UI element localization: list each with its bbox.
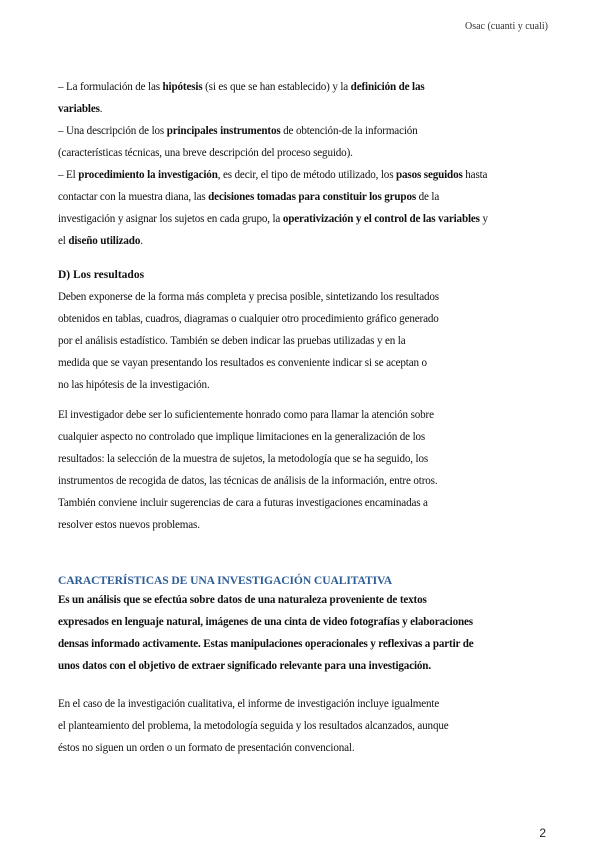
paragraph-line: medida que se vayan presentando los resultados es conveniente indicar si se aceptan o (58, 357, 427, 369)
text: – El (58, 169, 79, 181)
paragraph-line: por el análisis estadístico. También se deben indicar las pruebas utilizadas y en la (58, 335, 406, 347)
text: hasta (462, 169, 488, 181)
text: de la (416, 191, 440, 203)
paragraph-line: densas informado activamente. Estas manipulaciones operacionales y reflexivas a partir de (58, 638, 474, 650)
paragraph-line: También conviene incluir sugerencias de cara a futuras investigaciones encaminadas a (58, 497, 428, 509)
section-title-qualitative: CARACTERÍSTICAS DE UNA INVESTIGACIÓN CUALITATIVA (58, 574, 393, 587)
bold-term: procedimiento la investigación (78, 169, 218, 181)
qualitative-definition (58, 589, 546, 677)
bold-term: decisiones tomadas para constituir los grupos (208, 191, 417, 203)
paragraph-line: El investigador debe ser lo suficientemente honrado como para llamar la atención sobre (58, 409, 434, 421)
text: contactar con la muestra diana, las (58, 191, 209, 203)
bold-term: definición de las (350, 81, 425, 93)
paragraph-line: resultados: la selección de la muestra de sujetos, la metodología que se ha seguido, los (58, 453, 429, 465)
bold-term: variables (58, 103, 100, 115)
paragraph-line: unos datos con el objetivo de extraer significado relevante para una investigación. (58, 660, 431, 672)
bold-term: operativización y el control de las variables (282, 213, 480, 225)
list-item-procedure-line3 (58, 208, 546, 230)
text: – Una descripción de los (58, 125, 167, 137)
paragraph-line: éstos no siguen un orden o un formato de presentación convencional. (58, 742, 355, 754)
list-item-instruments-line2: (características técnicas, una breve descripción del proceso seguido). (58, 147, 353, 159)
list-item-hypothesis-line2 (58, 98, 546, 120)
paragraph-line: En el caso de la investigación cualitativa, el informe de investigación incluye igualmente (58, 698, 440, 710)
list-item-procedure-line1 (58, 164, 546, 186)
text: . (140, 235, 143, 247)
text: . (99, 103, 103, 115)
text: – La formulación de las (58, 81, 163, 93)
paragraph-line: el planteamiento del problema, la metodología seguida y los resultados alcanzados, aunque (58, 720, 449, 732)
bold-term: diseño utilizado (68, 235, 141, 247)
qualitative-report-paragraph (58, 693, 546, 759)
text: el (58, 235, 69, 247)
running-header: Osac (cuanti y cuali) (464, 21, 548, 32)
paragraph-line: expresados en lenguaje natural, imágenes de una cinta de video fotografías y elaboraciones (58, 616, 473, 628)
paragraph-line: resolver estos nuevos problemas. (58, 519, 200, 531)
page-body (58, 76, 546, 759)
paragraph-line: Deben exponerse de la forma más completa y precisa posible, sintetizando los resultados (58, 291, 439, 303)
results-paragraph-1 (58, 286, 546, 396)
text: de obtención-de la información (280, 125, 418, 137)
section-heading-results: D) Los resultados (58, 269, 145, 281)
text: investigación y asignar los sujetos en cada grupo, la (58, 213, 283, 225)
paragraph-line: obtenidos en tablas, cuadros, diagramas o cualquier otro procedimiento gráfico generado (58, 313, 439, 325)
paragraph-line: instrumentos de recogida de datos, las técnicas de análisis de la información, entre otros. (58, 475, 438, 487)
text: , es decir, el tipo de método utilizado, los (217, 169, 396, 181)
page-number: 2 (539, 826, 546, 840)
bold-term: principales instrumentos (166, 125, 281, 137)
paragraph-line: Es un análisis que se efectúa sobre datos de una naturaleza proveniente de textos (58, 594, 427, 606)
list-item-procedure-line2 (58, 186, 546, 208)
bold-term: hipótesis (162, 81, 203, 93)
text: (si es que se han establecido) y la (202, 81, 351, 93)
bold-term: pasos seguidos (396, 169, 463, 181)
paragraph-line: cualquier aspecto no controlado que implique limitaciones en la generalización de los (58, 431, 426, 443)
list-item-instruments-line1 (58, 120, 546, 142)
spacer (58, 396, 546, 404)
spacer (58, 677, 546, 693)
paragraph-line: no las hipótesis de la investigación. (58, 379, 210, 391)
results-paragraph-2 (58, 404, 546, 536)
list-item-hypothesis-line1 (58, 76, 546, 98)
text: y (479, 213, 488, 225)
list-item-procedure-line4 (58, 230, 546, 252)
